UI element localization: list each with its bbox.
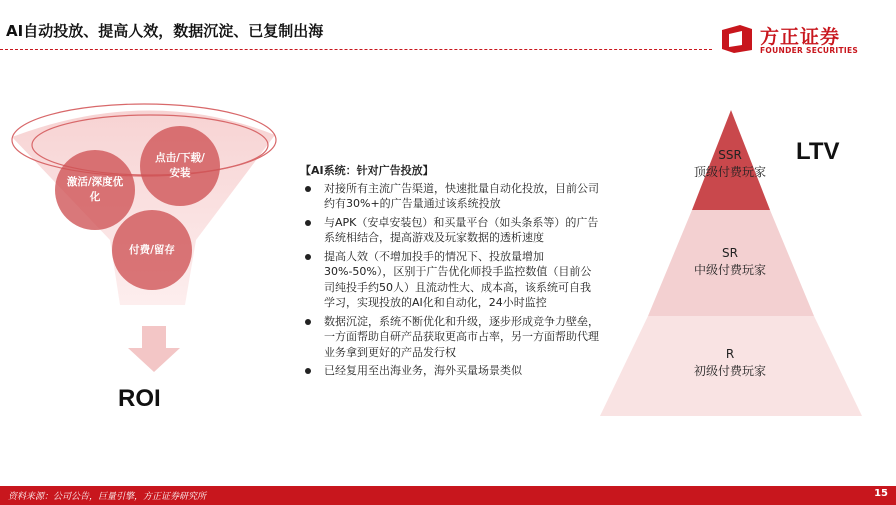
footer-source: 资料来源：公司公告，巨量引擎，方正证券研究所 [8,492,207,502]
page-number: 15 [874,488,888,499]
pyramid-label-sr [680,245,780,279]
tier-description: 初级付费玩家 [693,364,766,378]
bullet-icon [305,220,311,226]
logo-text-cn: 方正证券 [760,26,841,48]
bullet-icon [305,319,311,325]
ai-system-heading: 【AI系统：针对广告投放】 [300,164,434,177]
founder-securities-logo [720,22,890,56]
tier-name: SR [722,246,738,260]
logo-text-en: FOUNDER SECURITIES [760,46,859,55]
bullet-icon [305,186,311,192]
list-item [300,363,600,379]
bullet-icon [305,368,311,374]
pyramid-label-ssr [680,147,780,181]
down-arrow-icon [128,326,180,372]
tier-description: 顶级付费玩家 [693,165,766,179]
tier-name: SSR [718,148,742,162]
pyramid-label-r [680,346,780,380]
bullet-text: 已经复用至出海业务，海外买量场景类似 [324,364,522,377]
bullet-text: 数据沉淀，系统不断优化和升级，逐步形成竞争力壁垒，一方面帮助自研产品获取更高市占率，另一方面帮助代理业务拿到更好的产品发行权 [324,314,599,359]
bullet-text: 与APK（安卓安装包）和买量平台（如头条系等）的广告系统相结合，提高游戏及玩家数据的透析速度 [324,215,599,244]
funnel-circle-activation [55,150,135,230]
funnel-circle-click-install [140,126,220,206]
page-title: AI自动投放、提高人效，数据沉淀、已复制出海 [6,22,324,40]
list-item [300,249,600,311]
roi-label: ROI [118,385,161,412]
bullet-text: 对接所有主流广告渠道，快速批量自动化投放，目前公司约有30%+的广告量通过该系统投放 [324,181,599,210]
funnel-circle-label: 点击/下载/安装 [155,152,205,179]
bullet-icon [305,254,311,260]
list-item [300,314,600,361]
bullet-text: 提高人效（不增加投手的情况下、投放量增加30%-50%），区别于广告优化师投手监控数值（目前公司纯投手约50人）且流动性大、成本高，该系统可自我学习，实现投放的AI化和自动化，24小时监控 [324,249,592,309]
founder-logo-icon [720,24,754,54]
title-divider [0,49,712,50]
ai-system-description [300,163,600,382]
funnel-circle-label: 激活/深度优化 [66,176,124,203]
tier-name: R [725,347,735,361]
list-item [300,181,600,212]
ltv-label: LTV [796,138,840,165]
list-item [300,215,600,246]
tier-description: 中级付费玩家 [693,263,766,277]
funnel-circle-payment-retention [112,210,192,290]
funnel-circle-label: 付费/留存 [129,243,175,256]
ai-system-bullet-list [300,181,600,379]
